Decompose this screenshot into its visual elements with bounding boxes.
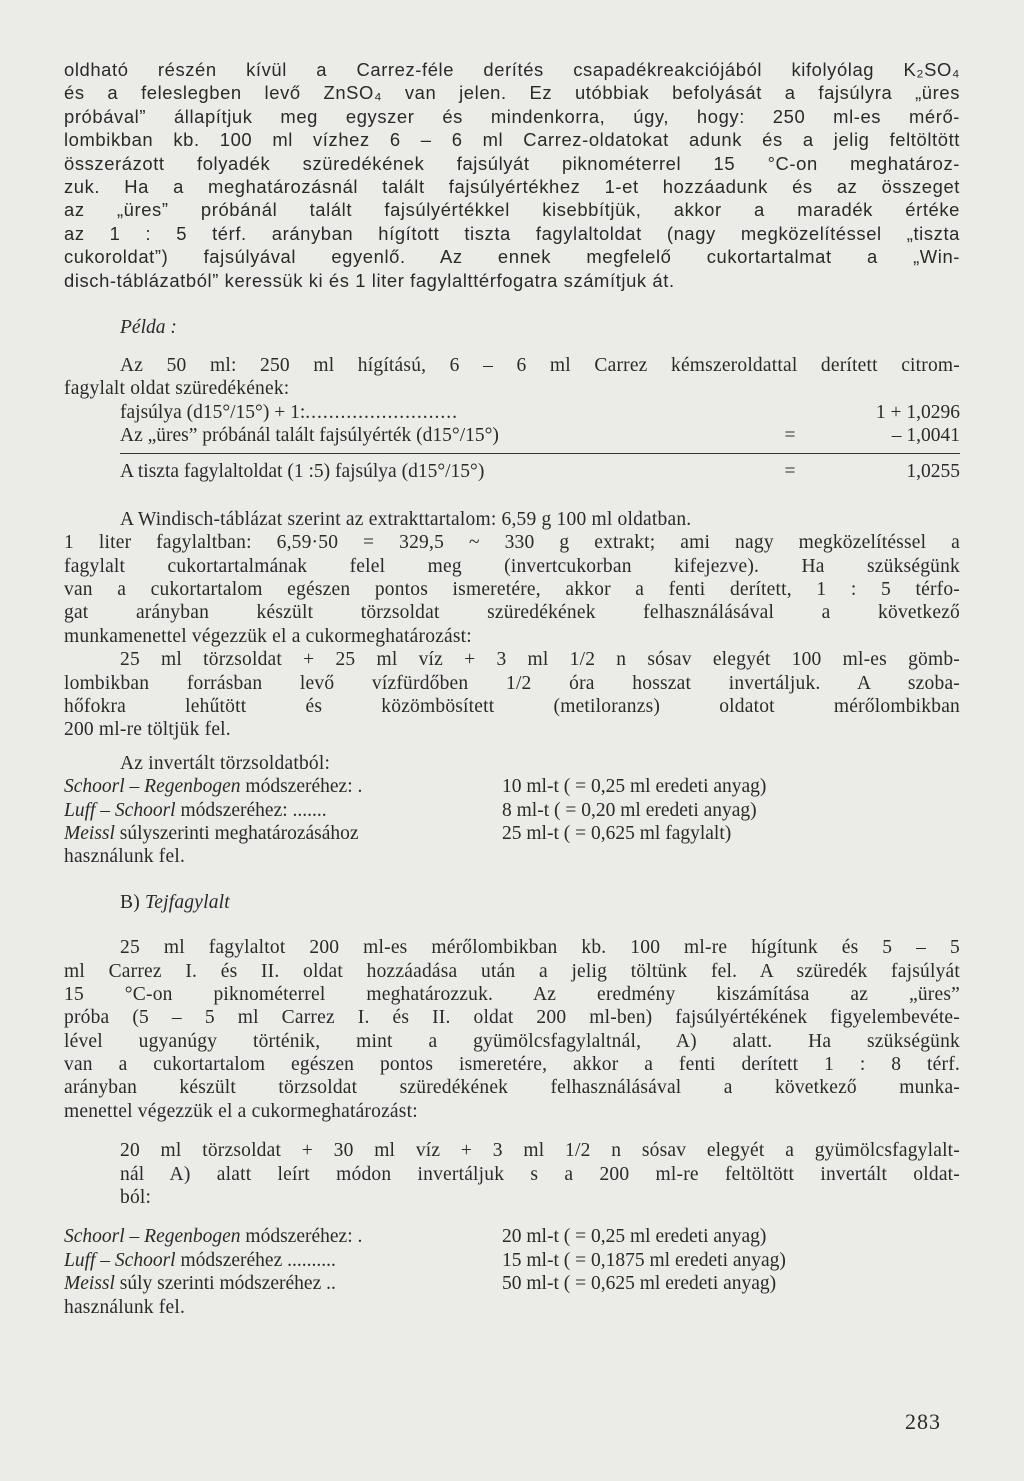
paragraph-intro bbox=[64, 58, 960, 292]
text-line: disch-táblázatból” keressük ki és 1 liter fagylalttérfogatra számítjuk át. bbox=[64, 269, 675, 291]
method-name: Meissl bbox=[64, 822, 115, 844]
method-amount: 15 ml-t ( = 0,1875 ml eredeti anyag) bbox=[502, 1249, 786, 1271]
text-line: összerázott folyadék szüredékének fajsúlyát piknométerrel 15 °C-on meghatároz- bbox=[64, 152, 960, 174]
text-line: Az 50 ml: 250 ml hígítású, 6 – 6 ml Carrez kémszeroldattal derített citrom- bbox=[120, 354, 960, 376]
text-line: cukoroldat”) fajsúlyával egyenlő. Az ennek megfelelő cukortartalmat a „Win- bbox=[64, 246, 960, 268]
methods-end: használunk fel. bbox=[64, 846, 186, 868]
method-rest: módszeréhez .......... bbox=[175, 1249, 336, 1271]
text-line: ból: bbox=[120, 1187, 152, 1209]
method-amount: 10 ml-t ( = 0,25 ml eredeti anyag) bbox=[502, 776, 767, 798]
calc-label: fajsúlya (d15°/15°) + 1: bbox=[120, 401, 306, 423]
method-rest: módszeréhez: . bbox=[240, 1226, 363, 1248]
text-line: 25 ml fagylaltot 200 ml-es mérőlombikban kb. 100 ml-re hígítunk és 5 – 5 bbox=[120, 937, 960, 959]
methods-list-b bbox=[64, 1225, 960, 1319]
result-value: 1,0255 bbox=[906, 461, 960, 483]
text-line: ml Carrez I. és II. oldat hozzáadása után a jelig töltünk fel. A szüredék fajsúlyát bbox=[64, 960, 960, 982]
method-amount: 25 ml-t ( = 0,625 ml fagylalt) bbox=[502, 822, 732, 844]
text-line: munkamenettel végezzük el a cukormeghatározást: bbox=[64, 625, 472, 647]
result-row bbox=[120, 460, 960, 483]
text-line: az „üres” próbánál talált fajsúlyértékkel kisebbítjük, akkor a maradék értéke bbox=[64, 199, 960, 221]
text-line: lével ugyanúgy történik, mint a gyümölcsfagylaltnál, A) alatt. Ha szükségünk bbox=[64, 1030, 960, 1052]
result-label: A tiszta fagylaltoldat (1 :5) fajsúlya (d15°/15°) bbox=[120, 461, 485, 483]
text-line: 15 °C-on piknométerrel meghatározzuk. Az eredmény kiszámítása az „üres” bbox=[64, 983, 960, 1005]
text-line: hőfokra lehűtött és közömbösített (metiloranzs) oldatot mérőlombikban bbox=[64, 695, 960, 717]
text-line: próbával” állapítjuk meg egyszer és mindenkorra, úgy, hogy: 250 ml-es mérő- bbox=[64, 105, 960, 127]
text-line: 200 ml-re töltjük fel. bbox=[64, 719, 231, 741]
calc-op bbox=[750, 401, 830, 424]
text-line: nál A) alatt leírt módon invertáljuk s a 200 ml-re feltöltött invertált oldat- bbox=[120, 1163, 960, 1185]
page-number: 283 bbox=[905, 1409, 941, 1434]
text-line: gat arányban készült törzsoldat szüredékének felhasználásával a következő bbox=[64, 602, 960, 624]
text-line: menettel végezzük el a cukormeghatározást: bbox=[64, 1100, 418, 1122]
calc-result bbox=[64, 460, 960, 483]
calc-value: 1 + 1,0296 bbox=[875, 401, 960, 423]
text-line: A Windisch-táblázat szerint az extrakttartalom: 6,59 g 100 ml oldatban. bbox=[120, 508, 692, 530]
method-rest: súlyszerinti meghatározásához bbox=[114, 822, 359, 844]
calc-value: – 1,0041 bbox=[891, 425, 960, 447]
text-line: lombikban forrásban levő vízfürdőben 1/2 óra hosszat invertáljuk. A szoba- bbox=[64, 672, 960, 694]
method-amount: 8 ml-t ( = 0,20 ml eredeti anyag) bbox=[502, 799, 757, 821]
calc-dots: .......................... bbox=[305, 401, 459, 423]
calc-label: Az „üres” próbánál talált fajsúlyérték (d15°/15°) bbox=[120, 425, 499, 447]
methods-list-a bbox=[64, 775, 960, 869]
paragraph-invert-b bbox=[64, 1139, 960, 1209]
methods-intro: Az invertált törzsoldatból: bbox=[120, 752, 331, 774]
text-line: fagylalt cukortartalmának felel meg (invertcukorban kifejezve). Ha szükségünk bbox=[64, 555, 960, 577]
method-row bbox=[64, 775, 960, 798]
section-b-heading bbox=[64, 891, 960, 914]
method-row bbox=[64, 1225, 960, 1248]
text-line: 20 ml törzsoldat + 30 ml víz + 3 ml 1/2 n sósav elegyét a gyümölcsfagylalt- bbox=[120, 1140, 960, 1162]
method-rest: módszeréhez: ....... bbox=[175, 799, 327, 821]
method-row bbox=[64, 1249, 960, 1272]
text-line: 25 ml törzsoldat + 25 ml víz + 3 ml 1/2 n sósav elegyét 100 ml-es gömb- bbox=[120, 649, 960, 671]
method-name: Schoorl – Regenbogen bbox=[64, 776, 241, 798]
text-line: arányban készült törzsoldat szüredékének felhasználásával a következő munka- bbox=[64, 1077, 960, 1099]
method-rest: súly szerinti módszeréhez .. bbox=[114, 1273, 336, 1295]
method-row bbox=[64, 1272, 960, 1295]
method-rest: módszeréhez: . bbox=[240, 776, 363, 798]
method-name: Meissl bbox=[64, 1273, 115, 1295]
method-name: Luff – Schoorl bbox=[64, 799, 176, 821]
result-op: = bbox=[784, 461, 796, 483]
sum-rule bbox=[120, 453, 960, 454]
text-line: van a cukortartalom egészen pontos ismeretére, akkor a fenti derített 1 : 8 térf. bbox=[64, 1054, 960, 1076]
text-line: oldható részén kívül a Carrez-féle derítés csapadékreakciójából kifolyólag K₂SO₄ bbox=[64, 59, 960, 80]
paragraph-milk-ice bbox=[64, 936, 960, 1123]
example-label: Példa : bbox=[120, 316, 177, 338]
method-name: Luff – Schoorl bbox=[64, 1249, 176, 1271]
calc-table bbox=[64, 401, 960, 448]
text-line: 1 liter fagylaltban: 6,59·50 = 329,5 ~ 330 g extrakt; ami nagy megközelítéssel a bbox=[64, 532, 960, 554]
method-amount: 20 ml-t ( = 0,25 ml eredeti anyag) bbox=[502, 1226, 767, 1248]
paragraph-windisch bbox=[64, 508, 960, 648]
text-line: és a feleslegben levő ZnSO₄ van jelen. Ez utóbbiak befolyását a fajsúlyra „üres bbox=[64, 82, 960, 104]
text-line: lombikban kb. 100 ml vízhez 6 – 6 ml Carrez-oldatokat adunk és a jelig feltöltött bbox=[64, 129, 960, 151]
method-name: Schoorl – Regenbogen bbox=[64, 1226, 241, 1248]
paragraph-procedure bbox=[64, 648, 960, 742]
text-line: fagylalt oldat szüredékének: bbox=[64, 378, 290, 400]
section-title: Tejfagylalt bbox=[144, 891, 230, 913]
method-row bbox=[64, 822, 960, 845]
calc-row bbox=[120, 424, 960, 447]
text-line: zuk. Ha a meghatározásnál talált fajsúlyértékhez 1-et hozzáadunk és az összeget bbox=[64, 175, 960, 197]
text-line: az 1 : 5 térf. arányban hígított tiszta fagylaltoldat (nagy megközelítéssel „tiszta bbox=[64, 222, 960, 244]
example-intro bbox=[64, 354, 960, 401]
methods-end: használunk fel. bbox=[64, 1296, 186, 1318]
calc-op: = bbox=[784, 425, 796, 447]
section-letter: B) bbox=[120, 891, 140, 913]
method-amount: 50 ml-t ( = 0,625 ml eredeti anyag) bbox=[502, 1273, 777, 1295]
text-line: próba (5 – 5 ml Carrez I. és II. oldat 200 ml-ben) fajsúlyértékének figyelembevéte- bbox=[64, 1007, 960, 1029]
method-row bbox=[64, 799, 960, 822]
calc-row bbox=[120, 401, 960, 424]
text-line: van a cukortartalom egészen pontos ismeretére, akkor a fenti derített, 1 : 5 térfo- bbox=[64, 579, 960, 601]
